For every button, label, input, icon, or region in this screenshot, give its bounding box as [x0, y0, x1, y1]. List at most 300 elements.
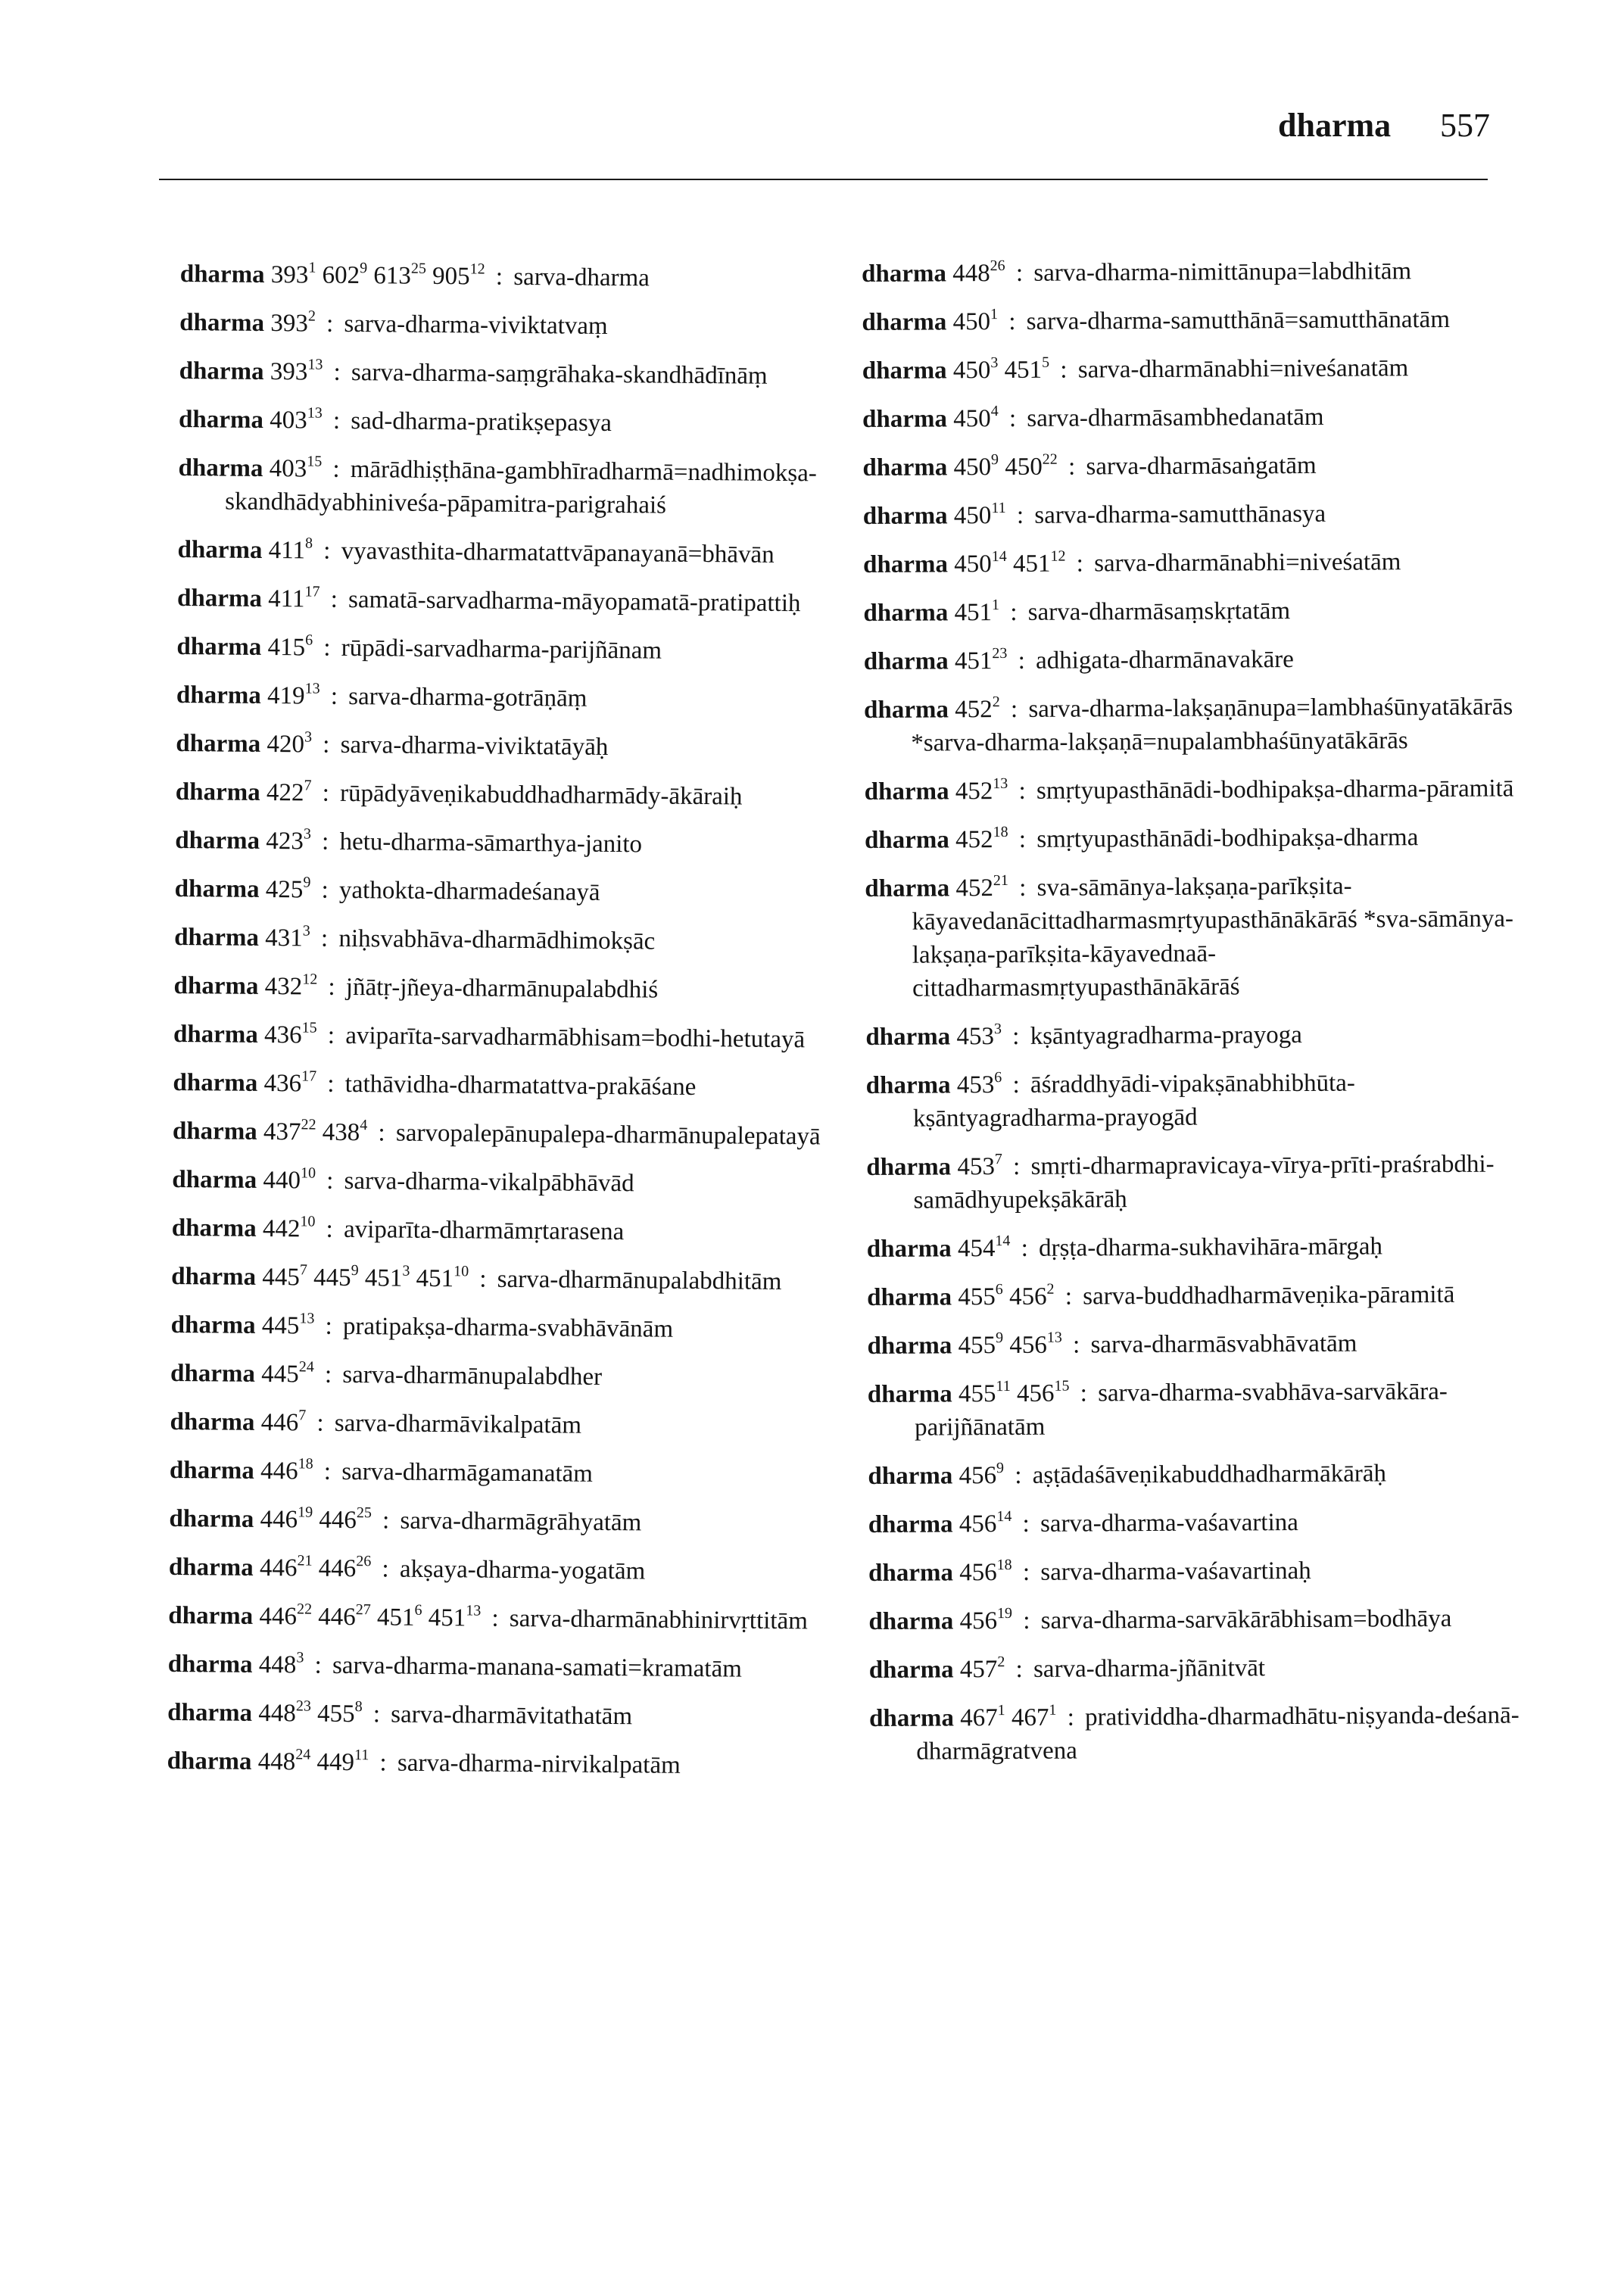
ref-page: 455 [958, 1332, 996, 1360]
entry-text: sarva-dharma-vaśavartina [1040, 1509, 1298, 1538]
entry-headword: dharma [863, 647, 949, 675]
entry-headword: dharma [867, 1332, 952, 1360]
page-line-reference [267, 682, 320, 710]
page-line-reference [954, 502, 1006, 529]
page-line-reference [266, 825, 312, 856]
ref-line: 13 [1046, 1329, 1062, 1346]
ref-line: 13 [299, 1310, 315, 1327]
entry-headword: dharma [866, 1235, 952, 1263]
ref-page: 445 [262, 1263, 300, 1292]
index-entry [866, 1147, 1525, 1217]
entry-text: sarva-dharma-viviktatāyāḥ [340, 731, 609, 761]
entry-references [952, 354, 1050, 385]
separator-colon: : [1060, 356, 1068, 384]
ref-line: 6 [305, 631, 313, 649]
page-line-reference [959, 1604, 1013, 1635]
ref-line: 26 [990, 257, 1005, 275]
entry-headword: dharma [171, 1214, 257, 1242]
entry-text: sarva-dharmānupalabdher [342, 1361, 603, 1391]
separator-colon: : [321, 876, 329, 904]
page-line-reference [267, 779, 312, 807]
page-line-reference [958, 1329, 1004, 1360]
entry-references [954, 502, 1006, 529]
right-column [862, 254, 1529, 1784]
ref-page: 456 [959, 1559, 997, 1587]
page-line-reference [263, 1164, 316, 1195]
separator-colon: : [491, 1604, 499, 1632]
entry-headword: dharma [868, 1510, 953, 1538]
page-line-reference [260, 1457, 313, 1485]
entry-headword: dharma [862, 502, 948, 530]
ref-line: 21 [993, 871, 1008, 890]
separator-colon: : [323, 1457, 332, 1485]
index-entry [865, 820, 1523, 857]
ref-page: 455 [316, 1700, 355, 1728]
index-entry [868, 1601, 1527, 1638]
index-entry [868, 1374, 1526, 1445]
entry-text: pratividdha-dharmadhātu-niṣyanda-deśanā-dharmāgratvena [916, 1701, 1520, 1766]
separator-colon: : [379, 1749, 387, 1777]
entry-headword: dharma [170, 1407, 255, 1436]
entry-text: sarva-dharma-samutthānasya [1034, 500, 1326, 529]
index-entry [867, 1277, 1526, 1314]
page-line-reference [956, 1023, 1002, 1050]
index-entry [862, 254, 1520, 291]
entry-references [959, 1653, 1005, 1684]
entry-headword: dharma [865, 1071, 951, 1099]
entry-text: smṛtyupasthānādi-bodhipakṣa-dharma-pāramitā [1036, 775, 1514, 805]
separator-colon: : [327, 1070, 335, 1098]
separator-colon: : [332, 407, 341, 435]
index-entry [868, 1553, 1527, 1590]
page-line-reference [260, 1554, 313, 1582]
entry-text: sarva-dharmāsambhedanatām [1027, 403, 1324, 432]
ref-page: 445 [261, 1311, 300, 1340]
header-word: dharma [1278, 107, 1392, 144]
index-entry [171, 1260, 830, 1299]
ref-page: 411 [268, 537, 306, 565]
ref-line: 22 [296, 1601, 313, 1618]
ref-line: 6 [414, 1601, 422, 1619]
ref-page: 456 [959, 1462, 997, 1490]
ref-page: 450 [954, 550, 992, 578]
separator-colon: : [382, 1507, 390, 1535]
entry-references [270, 404, 323, 435]
separator-colon: : [1016, 501, 1024, 529]
entry-text: sarva-dharma-lakṣaṇānupa=lambhaśūnyatākārās *sarva-dharma-lakṣaṇā=nupalambhaśūnyatākārās [911, 693, 1513, 757]
ref-page: 436 [263, 1021, 302, 1049]
page-line-reference [1012, 547, 1066, 578]
entry-references [271, 261, 485, 290]
page-line-reference [262, 1312, 315, 1340]
ref-page: 453 [956, 1023, 995, 1051]
entry-references [959, 1556, 1012, 1587]
ref-page: 449 [316, 1748, 355, 1777]
index-entry [866, 1065, 1525, 1136]
entry-references [958, 1280, 1055, 1311]
index-entry [867, 1326, 1526, 1363]
entry-headword: dharma [868, 1607, 954, 1635]
entry-headword: dharma [866, 1153, 952, 1181]
entry-headword: dharma [863, 550, 949, 578]
separator-colon: : [333, 358, 341, 386]
ref-line: 25 [410, 260, 427, 277]
entry-references [960, 1701, 1057, 1732]
ref-line: 8 [304, 535, 313, 552]
ref-page: 403 [269, 455, 307, 483]
ref-line: 2 [992, 693, 1000, 711]
ref-line: 3 [302, 922, 310, 940]
page-line-reference [317, 1700, 363, 1728]
page-line-reference [266, 876, 311, 904]
ref-line: 11 [996, 1377, 1011, 1395]
ref-page: 451 [954, 647, 993, 675]
ref-page: 437 [263, 1118, 301, 1146]
entry-text: akṣaya-dharma-yogatām [399, 1555, 646, 1585]
ref-line: 14 [995, 1232, 1011, 1250]
ref-line: 27 [355, 1601, 371, 1619]
ref-line: 13 [307, 404, 323, 422]
index-entry [174, 921, 833, 960]
ref-line: 7 [304, 777, 312, 794]
separator-colon: : [1022, 1558, 1030, 1586]
page-line-reference [958, 1377, 1011, 1408]
page-line-reference [261, 1409, 307, 1437]
separator-colon: : [321, 828, 329, 856]
index-entry [862, 351, 1521, 388]
index-entry [862, 302, 1520, 339]
index-entry [172, 1211, 831, 1251]
page-line-reference [957, 1232, 1011, 1263]
ref-page: 446 [260, 1408, 299, 1437]
entry-references [267, 779, 312, 807]
entry-references [267, 682, 320, 710]
ref-line: 22 [1042, 450, 1058, 468]
entry-headword: dharma [175, 826, 260, 855]
page-line-reference [959, 1507, 1012, 1538]
index-entry [862, 399, 1521, 436]
entry-references [270, 455, 323, 483]
ref-line: 7 [299, 1261, 308, 1279]
separator-colon: : [314, 1651, 322, 1679]
ref-line: 10 [300, 1164, 316, 1182]
ref-page: 451 [428, 1604, 466, 1632]
separator-colon: : [330, 682, 338, 710]
entry-text: jñātṛ-jñeya-dharmānupalabdhiś [345, 973, 659, 1004]
entry-headword: dharma [175, 778, 260, 806]
index-entry [169, 1551, 828, 1590]
ref-page: 452 [955, 696, 993, 724]
index-entry [169, 1502, 828, 1541]
page-line-reference [1004, 354, 1050, 385]
separator-colon: : [1018, 777, 1026, 805]
ref-page: 423 [266, 828, 304, 856]
entry-headword: dharma [863, 599, 949, 627]
entry-text: sva-sāmānya-lakṣaṇa-parīkṣita-kāyavedanācittadharmasmṛtyupasthānākārāś *sva-sāmānya-lakṣaṇa-parīkṣita-kāyavednaā-cittadharmasmṛtyupasthānākārāś [912, 872, 1514, 1002]
ref-line: 2 [1046, 1280, 1055, 1298]
ref-line: 13 [466, 1602, 482, 1619]
page-line-reference [954, 599, 999, 626]
index-entry [176, 727, 834, 766]
entry-headword: dharma [867, 1380, 952, 1408]
ref-line: 10 [300, 1213, 316, 1230]
page-line-reference [1005, 450, 1058, 482]
entry-text: sarvopalepānupalepa-dharmānupalepatayā [395, 1119, 821, 1151]
separator-colon: : [1015, 1461, 1022, 1489]
entry-headword: dharma [867, 1283, 952, 1311]
page-line-reference [958, 1283, 1003, 1311]
entry-headword: dharma [168, 1601, 254, 1630]
ref-page: 436 [263, 1070, 302, 1098]
ref-page: 420 [267, 731, 305, 759]
ref-line: 15 [301, 1019, 317, 1036]
separator-colon: : [326, 310, 334, 338]
separator-colon: : [1013, 1152, 1021, 1180]
ref-page: 445 [261, 1360, 299, 1389]
entry-text: aviparīta-sarvadharmābhisam=bodhi-hetutayā [345, 1021, 806, 1054]
entry-headword: dharma [869, 1704, 955, 1732]
separator-colon: : [332, 455, 340, 483]
index-entry [179, 306, 838, 345]
entry-headword: dharma [172, 1117, 257, 1145]
separator-colon: : [1010, 695, 1018, 723]
entry-references [957, 1153, 1002, 1180]
entry-text: aviparīta-dharmāmṛtarasena [343, 1215, 625, 1246]
ref-line: 3 [993, 1021, 1002, 1038]
entry-headword: dharma [174, 923, 260, 952]
entry-headword: dharma [171, 1262, 257, 1291]
page-line-reference [955, 871, 1008, 902]
separator-colon: : [1076, 550, 1083, 578]
entry-text: sarva-dharma-vaśavartinaḥ [1040, 1557, 1311, 1586]
entry-text: adhigata-dharmānavakāre [1035, 646, 1294, 675]
page-line-reference [959, 1653, 1005, 1684]
separator-colon: : [1064, 1283, 1073, 1311]
separator-colon: : [1073, 1331, 1080, 1359]
entry-references [262, 1261, 469, 1293]
index-entry [863, 496, 1522, 533]
entry-headword: dharma [168, 1553, 254, 1582]
entry-text: sarva-dharmāsaṅgatām [1086, 451, 1317, 481]
entry-references [266, 825, 312, 856]
ref-page: 451 [376, 1604, 415, 1632]
index-entry [168, 1599, 827, 1638]
separator-colon: : [330, 585, 338, 613]
page-line-reference [313, 1264, 359, 1292]
ref-line: 23 [295, 1697, 311, 1715]
page-line-reference [1008, 1280, 1055, 1311]
ref-line: 21 [297, 1552, 313, 1569]
page-line-reference [258, 1697, 311, 1728]
index-entry [865, 868, 1524, 1005]
entry-references [270, 358, 323, 386]
index-entry [863, 544, 1522, 581]
entry-headword: dharma [176, 729, 261, 758]
entry-headword: dharma [862, 308, 947, 336]
separator-colon: : [323, 537, 331, 565]
ref-page: 455 [958, 1283, 996, 1311]
ref-line: 8 [354, 1698, 363, 1716]
entry-text: sarva-dharmāvikalpatām [334, 1409, 582, 1439]
page-line-reference [270, 404, 323, 435]
separator-colon: : [320, 924, 329, 952]
index-entry [178, 451, 837, 524]
entry-headword: dharma [864, 696, 949, 724]
ref-line: 13 [993, 775, 1008, 793]
entry-references [266, 876, 311, 904]
entry-references [953, 450, 1058, 482]
separator-colon: : [1068, 453, 1076, 481]
index-entry [867, 1229, 1526, 1266]
page-line-reference [955, 823, 1008, 854]
ref-page: 446 [318, 1603, 356, 1632]
separator-colon: : [1080, 1379, 1087, 1407]
entry-references [957, 1071, 1002, 1099]
separator-colon: : [316, 1409, 324, 1437]
separator-colon: : [1021, 1234, 1028, 1262]
entry-references [959, 1507, 1012, 1538]
index-entry [179, 403, 837, 442]
ref-line: 1 [991, 597, 1000, 614]
entry-headword: dharma [170, 1359, 256, 1388]
entry-references [258, 1748, 369, 1776]
ref-line: 12 [302, 971, 318, 988]
entry-text: sarva-dharma-svabhāva-sarvākāra-parijñānatām [914, 1377, 1448, 1442]
ref-line: 26 [356, 1553, 372, 1570]
entry-text: sarva-dharmāsaṃskṛtatām [1027, 597, 1291, 626]
separator-colon: : [378, 1119, 385, 1147]
entry-text: sarva-dharma [513, 263, 650, 292]
entry-headword: dharma [865, 1023, 951, 1051]
ref-page: 453 [956, 1071, 995, 1099]
page-line-reference [265, 924, 310, 952]
entry-references [260, 1506, 372, 1534]
ref-page: 419 [267, 682, 305, 710]
index-entry [176, 678, 835, 718]
separator-colon: : [372, 1700, 381, 1728]
header-rule [159, 179, 1488, 180]
index-entry [171, 1308, 830, 1348]
ref-page: 446 [319, 1506, 357, 1535]
page-line-reference [1011, 1701, 1057, 1731]
entry-text: smṛtyupasthānādi-bodhipakṣa-dharma [1036, 824, 1419, 853]
ref-line: 15 [1054, 1377, 1070, 1395]
index-entry [180, 257, 839, 297]
ref-page: 456 [1016, 1379, 1055, 1407]
entry-references [952, 308, 998, 335]
ref-page: 448 [258, 1650, 297, 1679]
left-column [167, 257, 839, 1799]
index-entry [175, 824, 834, 863]
running-header [1278, 106, 1490, 145]
page-line-reference [267, 631, 313, 662]
page-line-reference [957, 1071, 1002, 1099]
entry-headword: dharma [868, 1559, 954, 1587]
entry-references [952, 257, 1005, 288]
index-entry [868, 1504, 1527, 1541]
entry-headword: dharma [167, 1747, 252, 1775]
index-entry [173, 1018, 832, 1057]
entry-headword: dharma [868, 1656, 954, 1684]
page-line-reference [270, 307, 316, 338]
entry-references [269, 537, 313, 565]
ref-page: 445 [313, 1264, 351, 1292]
entry-references [955, 693, 1000, 724]
entry-text: sarva-dharmāgrāhyatām [400, 1507, 642, 1537]
index-entry [869, 1698, 1528, 1769]
entry-references [263, 1070, 316, 1098]
ref-line: 17 [301, 1068, 317, 1085]
entry-text: sad-dharma-pratikṣepasya [351, 407, 613, 437]
ref-page: 448 [952, 260, 990, 288]
page-line-reference [955, 693, 1000, 724]
page-line-reference [952, 354, 999, 385]
entry-references [264, 1021, 317, 1049]
ref-line: 18 [298, 1455, 313, 1473]
separator-colon: : [1018, 825, 1027, 853]
ref-page: 450 [953, 502, 992, 530]
ref-line: 7 [994, 1151, 1002, 1168]
page-line-reference [955, 775, 1008, 806]
page-line-reference [953, 405, 999, 432]
entry-references [259, 1603, 481, 1632]
ref-page: 446 [260, 1505, 298, 1534]
ref-page: 467 [960, 1704, 998, 1732]
separator-colon: : [327, 1021, 335, 1049]
ref-line: 13 [307, 356, 323, 373]
ref-line: 1 [997, 1702, 1005, 1719]
page-line-reference [955, 647, 1008, 675]
entry-references [956, 1023, 1002, 1050]
ref-line: 14 [996, 1507, 1012, 1526]
entry-headword: dharma [169, 1504, 254, 1533]
ref-page: 457 [959, 1656, 998, 1684]
index-entry [175, 872, 834, 912]
entry-text: sarva-buddhadharmāveṇika-pāramitā [1083, 1280, 1455, 1311]
entry-references [957, 1232, 1011, 1263]
separator-colon: : [495, 263, 503, 291]
ref-page: 451 [364, 1264, 403, 1292]
index-entry [173, 1114, 831, 1154]
ref-page: 456 [959, 1510, 997, 1538]
entry-headword: dharma [176, 632, 262, 661]
page-line-reference [432, 260, 485, 291]
page-line-reference [373, 262, 426, 290]
page-number: 557 [1440, 107, 1490, 144]
page-line-reference [376, 1601, 422, 1632]
page-line-reference [429, 1604, 482, 1632]
entry-references [261, 1409, 307, 1437]
entry-headword: dharma [167, 1650, 253, 1678]
ref-page: 450 [953, 405, 991, 433]
ref-line: 2 [997, 1653, 1005, 1671]
ref-page: 452 [955, 778, 993, 806]
entry-references [263, 1118, 368, 1146]
page-line-reference [258, 1748, 311, 1776]
entry-text: niḥsvabhāva-dharmādhimokṣāc [338, 924, 656, 955]
separator-colon: : [328, 973, 335, 1001]
index-entry [868, 1456, 1526, 1493]
ref-line: 19 [996, 1604, 1013, 1622]
entry-text: tathāvidha-dharmatattva-prakāśane [344, 1070, 697, 1101]
ref-page: 452 [955, 874, 994, 902]
page-line-reference [270, 455, 323, 483]
entry-headword: dharma [862, 454, 948, 482]
ref-line: 1 [1049, 1701, 1057, 1719]
ref-page: 453 [957, 1153, 995, 1181]
page-line-reference [259, 1603, 312, 1631]
entry-text: sarva-dharma-gotrāṇāṃ [348, 682, 588, 712]
